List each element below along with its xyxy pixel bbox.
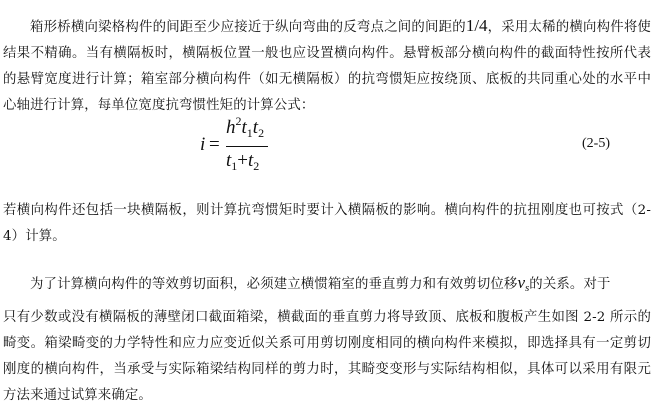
paragraph-box-girder-distortion: 只有少数或没有横隔板的薄壁闭口截面箱梁，横截面的垂直剪力将导致顶、底板和腹板产生如图 2-2 所示的畸变。箱梁畸变的力学特性和应力应变近似关系可用剪切刚度相同的横向构件来模拟，即选择具有一定剪切刚度的横向构件，当承受与实际箱梁结构同样的剪力时，其畸变变形与实际结构相似，具体可以采用有限元方法来通过试算来确定。 bbox=[3, 310, 651, 404]
numerator-h: h bbox=[226, 117, 236, 138]
paragraph-diaphragm-influence: 若横向构件还包括一块横隔板，则计算抗弯惯矩时要计入横隔板的影响。横向构件的抗扭刚度也可按式（2-4）计算。 bbox=[3, 203, 651, 245]
numerator-t2: t bbox=[252, 117, 259, 138]
paragraph3-text-b: 的关系。对于 bbox=[529, 277, 611, 293]
paragraph1-text-a: 箱形桥横向梁格构件的间距至少应接近于纵向弯曲的反弯点之间的间距的 bbox=[30, 20, 466, 36]
variable-v: v bbox=[517, 273, 526, 293]
equation-equals-sign: = bbox=[209, 134, 220, 155]
equation-lhs: i bbox=[200, 134, 206, 155]
fraction-one-quarter: 1/4 bbox=[465, 16, 488, 36]
denominator-t2-subscript: 2 bbox=[253, 159, 260, 173]
equation-numerator bbox=[226, 114, 264, 141]
denominator-t2: t bbox=[248, 150, 254, 171]
numerator-t2-subscript: 2 bbox=[258, 126, 265, 140]
fraction-bar bbox=[226, 146, 268, 147]
numerator-t1-subscript: 1 bbox=[246, 126, 253, 140]
paragraph3-text-a: 为了计算横向构件的等效剪切面积，必须建立横惯箱室的垂直剪力和有效剪切位移 bbox=[30, 277, 518, 293]
numerator-h-exponent: 2 bbox=[235, 114, 242, 128]
paragraph-transverse-member-spacing bbox=[3, 13, 651, 119]
variable-v-s bbox=[517, 273, 530, 295]
numerator-t1: t bbox=[241, 117, 247, 138]
equation-number: (2-5) bbox=[582, 136, 610, 151]
equation-2-5 bbox=[200, 114, 280, 176]
equation-denominator bbox=[226, 150, 259, 174]
paragraph-equivalent-shear-area bbox=[3, 270, 651, 301]
denominator-t1-subscript: 1 bbox=[231, 159, 238, 173]
paragraph1-text-b: ，采用太稀的横向构件将使结果不精确。当有横隔板时，横隔板位置一般也应设置横向构件。悬臂板部分横向构件的截面特性按所代表的悬臂宽度进行计算；箱室部分横向构件（如无横隔板）的抗弯惯矩应按绕顶、底板的共同重心处的水平中心轴进行计算，每单位宽度抗弯惯性矩的计算公式： bbox=[3, 20, 651, 114]
variable-v-subscript: s bbox=[525, 282, 530, 295]
denominator-t1: t bbox=[226, 150, 232, 171]
denominator-plus: + bbox=[237, 150, 248, 171]
